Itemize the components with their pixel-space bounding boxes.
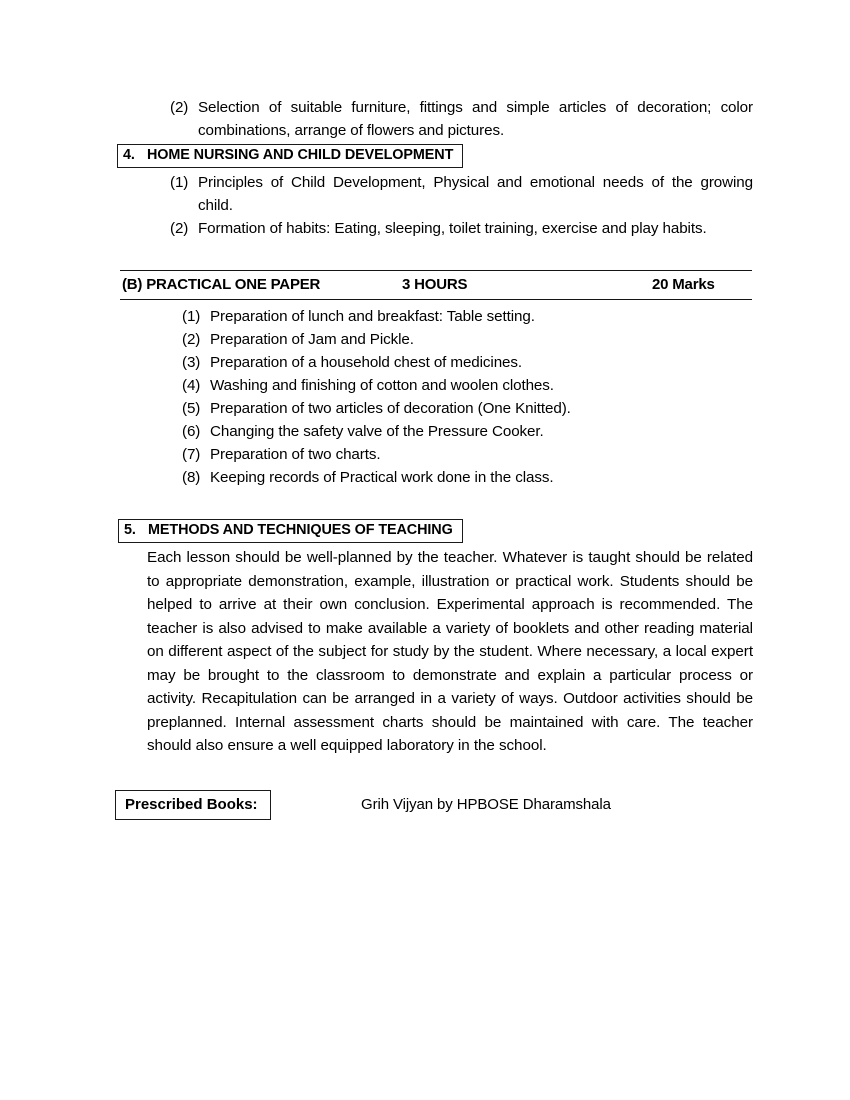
- unit5-heading-box: [118, 519, 463, 543]
- unit4-heading-box: [117, 144, 463, 168]
- list-item-text: Preparation of Jam and Pickle.: [210, 331, 414, 348]
- list-item-number: (2): [170, 99, 189, 116]
- list-item-number: (6): [182, 423, 201, 440]
- list-item-text: Selection of suitable furniture, fittings and simple articles of decoration; color combinations, arrange of flowers and pictures.: [198, 99, 753, 139]
- practical-label: (B) PRACTICAL ONE PAPER: [122, 276, 321, 293]
- list-item-number: (5): [182, 400, 201, 417]
- list-item: [182, 466, 753, 489]
- list-item: [170, 171, 753, 217]
- list-item-text: Preparation of two charts.: [210, 446, 381, 463]
- list-item: [182, 305, 753, 328]
- list-item: [170, 96, 753, 142]
- unit4-heading-title: HOME NURSING AND CHILD DEVELOPMENT: [147, 147, 454, 163]
- prescribed-books-label: Prescribed Books:: [115, 790, 271, 820]
- unit5-heading-wrapper: [118, 519, 753, 543]
- list-item-text: Principles of Child Development, Physical and emotional needs of the growing child.: [198, 174, 753, 214]
- prescribed-books-row: [115, 790, 753, 824]
- list-item-text: Changing the safety valve of the Pressure Cooker.: [210, 423, 544, 440]
- unit5-heading-title: METHODS AND TECHNIQUES OF TEACHING: [148, 522, 453, 538]
- list-item: [182, 443, 753, 466]
- list-item: [182, 328, 753, 351]
- list-item: [170, 217, 753, 240]
- practical-header-row: [120, 271, 752, 299]
- practical-item-list: [117, 305, 753, 489]
- list-item-number: (3): [182, 354, 201, 371]
- prescribed-books-title: Grih Vijyan by HPBOSE Dharamshala: [361, 795, 611, 813]
- list-item-text: Keeping records of Practical work done in the class.: [210, 469, 554, 486]
- list-item: [182, 374, 753, 397]
- unit5-heading-number: 5.: [124, 522, 136, 538]
- unit4-item-list: [117, 171, 753, 240]
- list-item-text: Preparation of two articles of decoration (One Knitted).: [210, 400, 571, 417]
- list-item-number: (1): [170, 174, 189, 191]
- practical-rule-bottom: [120, 299, 752, 300]
- continued-item-list: [117, 96, 753, 142]
- list-item-number: (8): [182, 469, 201, 486]
- list-item: [182, 351, 753, 374]
- unit4-heading-number: 4.: [123, 147, 135, 163]
- list-item-number: (2): [170, 220, 189, 237]
- list-item: [182, 397, 753, 420]
- practical-section: [120, 270, 752, 300]
- list-item-number: (2): [182, 331, 201, 348]
- list-item-number: (1): [182, 308, 201, 325]
- list-item-text: Preparation of a household chest of medicines.: [210, 354, 523, 371]
- list-item-text: Washing and finishing of cotton and woolen clothes.: [210, 377, 554, 394]
- section-spacer: [117, 240, 753, 270]
- unit4-heading-wrapper: [117, 144, 753, 168]
- list-item-number: (7): [182, 446, 201, 463]
- page-content: [117, 96, 753, 824]
- practical-marks: 20 Marks: [652, 276, 715, 293]
- list-item-text: Preparation of lunch and breakfast: Table setting.: [210, 308, 535, 325]
- unit5-paragraph: Each lesson should be well-planned by the teacher. Whatever is taught should be related to appropriate demonstration, example, illustration or practical work. Students should be helped to arrive at their own conclusion. Experimental approach is recommended. The teacher is also advised to make available a variety of booklets and other reading material on different aspect of the subject for study by the student. Where necessary, a local expert may be brought to the classroom to demonstrate and explain a particular process or activity. Recapitulation can be arranged in a variety of ways. Outdoor activities should be preplanned. Internal assessment charts should be maintained with care. The teacher should also ensure a well equipped laboratory in the school.: [147, 549, 753, 754]
- section-spacer: [117, 758, 753, 778]
- practical-duration: 3 HOURS: [402, 276, 468, 293]
- list-item: [182, 420, 753, 443]
- list-item-number: (4): [182, 377, 201, 394]
- list-item-text: Formation of habits: Eating, sleeping, toilet training, exercise and play habits.: [198, 220, 707, 237]
- section-spacer: [117, 489, 753, 519]
